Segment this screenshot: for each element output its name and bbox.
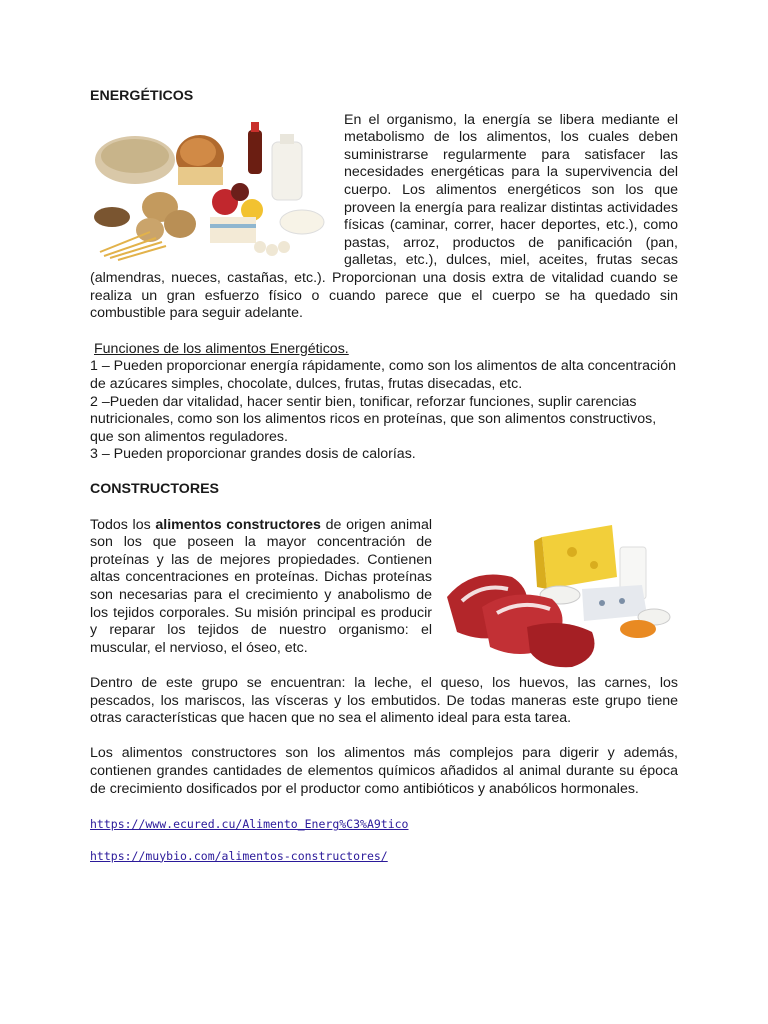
list-item: 1 – Pueden proporcionar energía rápidamente, como son los alimentos de alta concentración de azúcares simples, chocolate, dulces, frutas, frutas disecadas, etc. <box>90 358 676 392</box>
functions-title: Funciones de los alimentos Energéticos. <box>94 340 349 357</box>
heading-energeticos: ENERGÉTICOS <box>90 88 194 104</box>
list-item: 2 –Pueden dar vitalidad, hacer sentir bien, tonificar, reforzar funciones, suplir carencias nutricionales, como son los alimentos ricos en proteínas, que son alimentos constructivos, que son alimentos reguladores. <box>90 393 657 445</box>
list-item: 3 – Pueden proporcionar grandes dosis de calorías. <box>90 446 416 463</box>
bold-term: alimentos constructores <box>155 516 321 533</box>
protein-foods-image <box>442 517 678 669</box>
functions-list <box>90 358 678 464</box>
heading-constructores: CONSTRUCTORES <box>90 481 220 498</box>
energy-foods-image <box>90 112 334 262</box>
document-page <box>90 88 678 865</box>
constructores-paragraph-3: Los alimentos constructores son los alimentos más complejos para digerir y además, contienen grandes cantidades de elementos químicos añadidos al animal durante su época de crecimiento dosificados por el productor como antibióticos y anabólicos hormonales. <box>90 745 678 797</box>
constructores-paragraph-2: Dentro de este grupo se encuentran: la leche, el queso, los huevos, las carnes, los pescados, los mariscos, las vísceras y los embutidos. De todas maneras este grupo tiene otras características que hacen que no sea el alimento ideal para esta tarea. <box>90 675 678 727</box>
link-muybio[interactable]: https://muybio.com/alimentos-constructores/ <box>90 848 388 863</box>
link-ecured[interactable]: https://www.ecured.cu/Alimento_Energ%C3%A9tico <box>90 817 409 832</box>
energeticos-paragraph: En el organismo, la energía se libera mediante el metabolismo de los alimentos, los cuales deben suministrarse regularmente para satisfacer las necesidades energéticas para la supervivencia del cuerpo. Los alimentos energéticos son los que proveen la energía para realizar distintas actividades físicas (caminar, correr, hacer deportes, etc.), como pastas, arroz, productos de panificación (pan, galletas, etc.), dulces, miel, aceites, frutas secas (almendras, nueces, castañas, etc.). Proporcionan una dosis extra de vitalidad cuando se realiza un gran esfuerzo físico o cuando parece que el cuerpo se ha quedado sin combustible para seguir adelante. <box>90 111 678 322</box>
constructores-paragraph-1: Todos los alimentos constructores de origen animal son los que poseen la mayor concentración de proteínas y las de mejores propiedades. Contienen altas concentraciones en proteínas. Dichas proteínas son necesarias para el crecimiento y anabolismo de los tejidos corporales. Su misión principal es producir y reparar los tejidos de nuestro organismo: el muscular, el nervioso, el óseo, etc. <box>90 516 432 656</box>
